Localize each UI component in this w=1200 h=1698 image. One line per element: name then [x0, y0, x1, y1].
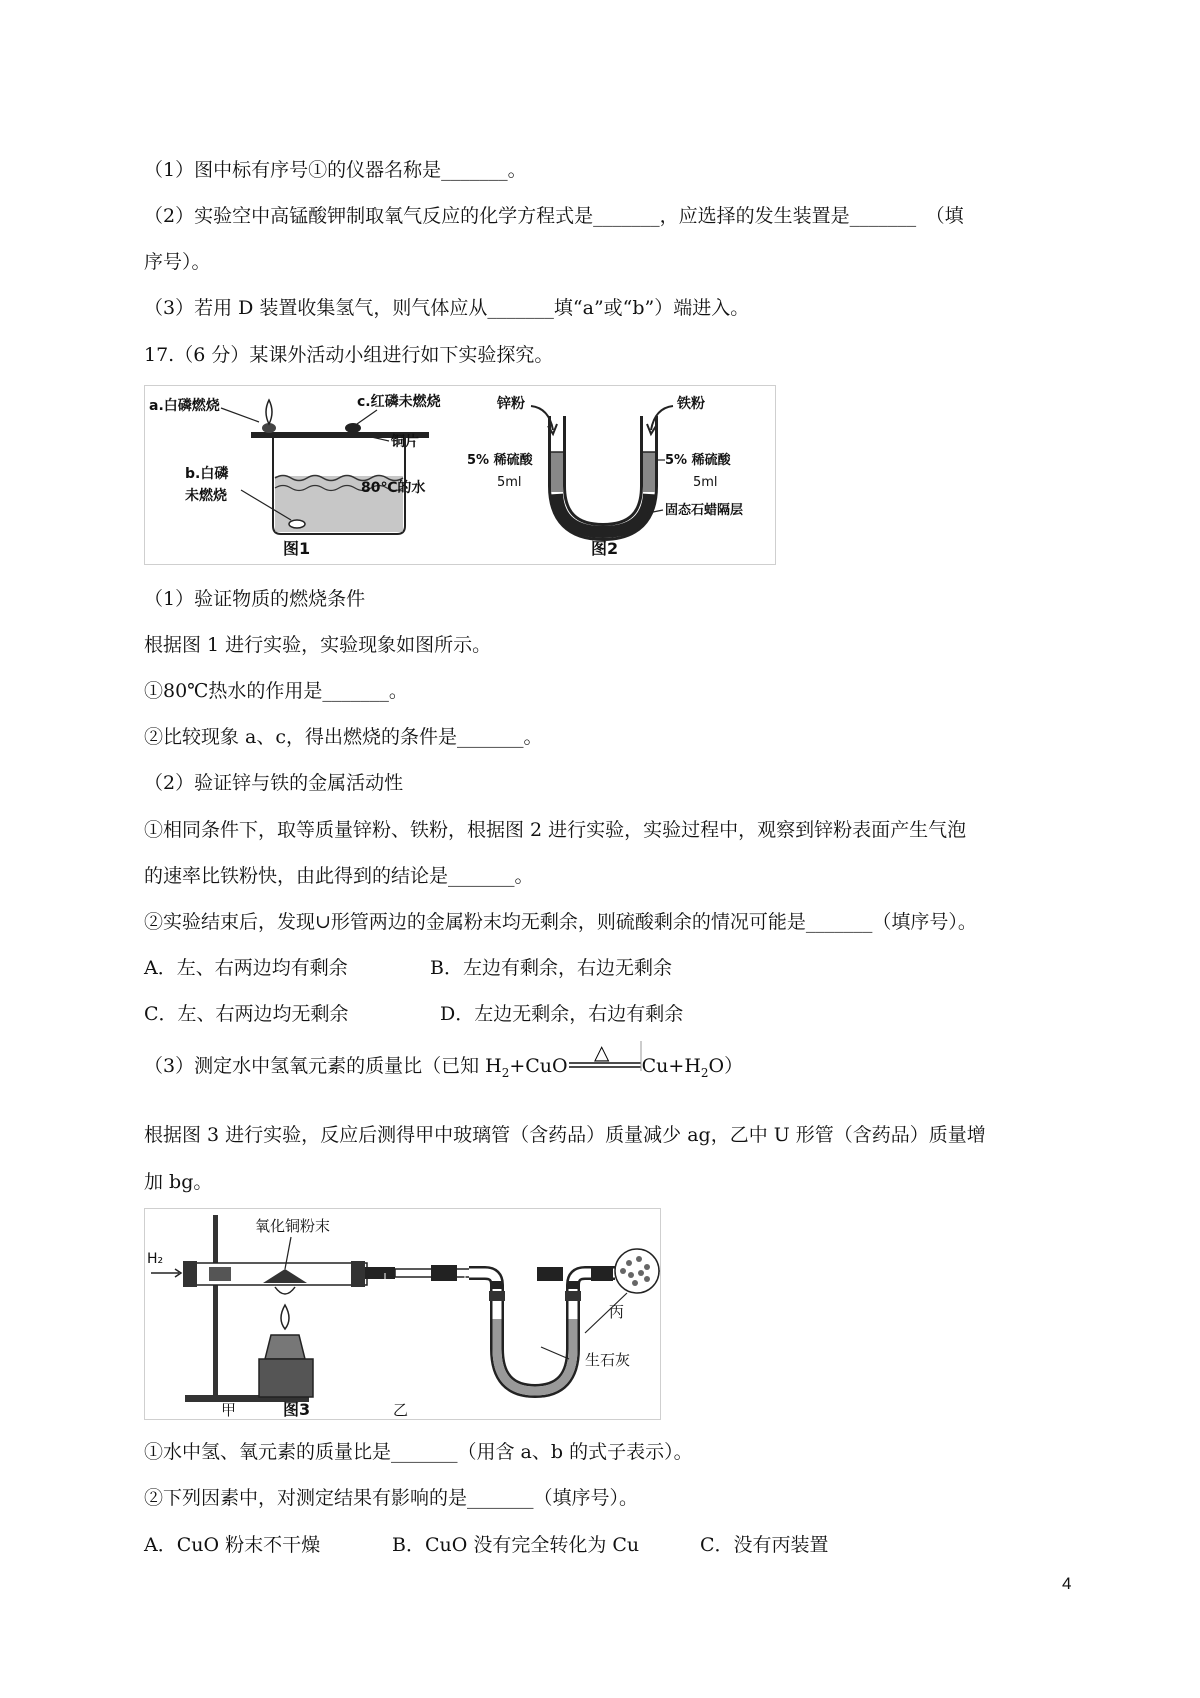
- fig1-caption: 图1: [283, 539, 311, 558]
- fig3-caption: 图3: [283, 1400, 311, 1419]
- q17-s3-title: [144, 1040, 744, 1085]
- q17-s1-title: （1）验证物质的燃烧条件: [144, 588, 366, 610]
- fig2-caption: 图2: [591, 539, 619, 558]
- q17-s3-intro-line2: 加 bg。: [144, 1171, 213, 1193]
- fig1-label-a: a.白磷燃烧: [149, 398, 220, 414]
- s3-sub-2b: 2: [700, 1065, 709, 1080]
- fig2-label-acid-left-1: 5% 稀硫酸: [467, 453, 533, 468]
- q17-s1-q2: ②比较现象 a、c，得出燃烧的条件是_______。: [144, 726, 543, 748]
- q16-part3: （3）若用 D 装置收集氢气，则气体应从_______填“a”或“b”）端进入。: [144, 297, 750, 319]
- q17-s2-title: （2）验证锌与铁的金属活动性: [144, 772, 404, 794]
- iron-stand-rod: [213, 1215, 218, 1397]
- fig3-label-cuo: 氧化铜粉末: [255, 1217, 331, 1235]
- fig2-label-zinc: 锌粉: [497, 396, 525, 412]
- s3-title-post: Cu+H: [641, 1055, 701, 1077]
- flame-icon: [281, 1305, 289, 1329]
- q16-part2-line1: （2）实验空中高锰酸钾制取氧气反应的化学方程式是_______，应选择的发生装置是_______ （填: [144, 205, 964, 227]
- fig2-label-iron: 铁粉: [677, 396, 705, 412]
- triangle-icon: △: [593, 1040, 610, 1064]
- fig3-label-yi: 乙: [393, 1401, 409, 1419]
- q17-s2-option-a: A．左、右两边均有剩余: [144, 957, 348, 979]
- page-number: 4: [1062, 1574, 1072, 1593]
- q17-s3-option-a: A．CuO 粉末不干燥: [144, 1534, 321, 1556]
- alcohol-lamp: [265, 1335, 305, 1359]
- fig3-label-jia: 甲: [221, 1401, 237, 1419]
- q16-part2-line2: 序号）。: [144, 251, 211, 273]
- q17-s1-intro: 根据图 1 进行实验，实验现象如图所示。: [144, 634, 492, 656]
- s3-sub-2a: 2: [501, 1065, 510, 1080]
- fig1-label-b1: b.白磷: [185, 466, 229, 482]
- figure-1-apparatus: [149, 393, 441, 558]
- s3-title-mid: +CuO: [509, 1055, 568, 1077]
- fig1-label-c: c.红磷未燃烧: [357, 394, 441, 410]
- figure-1-2: [144, 385, 776, 565]
- q17-s3-q2: ②下列因素中，对测定结果有影响的是_______（填序号）。: [144, 1487, 639, 1509]
- q17-s3-q1: ①水中氢、氧元素的质量比是_______（用含 a、b 的式子表示）。: [144, 1441, 693, 1463]
- red-phosphorus: [345, 423, 361, 433]
- q17-s2-q2: ②实验结束后，发现∪形管两边的金属粉末均无剩余，则硫酸剩余的情况可能是_______（填序号）。: [144, 911, 977, 933]
- figure-3: [144, 1208, 661, 1420]
- s3-title-pre: （3）测定水中氢氧元素的质量比（已知 H: [144, 1055, 502, 1077]
- q17-s1-q1: ①80℃热水的作用是_______。: [144, 680, 408, 702]
- fig2-label-acid-right-1: 5% 稀硫酸: [665, 453, 731, 468]
- q17-s3-intro-line1: 根据图 3 进行实验，反应后测得甲中玻璃管（含药品）质量减少 ag，乙中 U 形管（含药品）质量增: [144, 1124, 986, 1146]
- fig3-label-lime: 生石灰: [585, 1351, 631, 1369]
- fig2-label-acid-right-2: 5ml: [693, 475, 718, 490]
- fig1-label-copper: 铜片: [391, 434, 419, 450]
- q17-s2-q1-line2: 的速率比铁粉快，由此得到的结论是_______。: [144, 865, 534, 887]
- quicklime-fill: [497, 1319, 573, 1391]
- acid-right: [643, 452, 655, 492]
- fig2-label-acid-left-2: 5ml: [497, 475, 522, 490]
- fig3-label-bing: 丙: [609, 1303, 625, 1321]
- q17-s3-option-c: C．没有丙装置: [700, 1534, 829, 1556]
- q17-s2-q1-line1: ①相同条件下，取等质量锌粉、铁粉，根据图 2 进行实验，实验过程中，观察到锌粉表面产生气泡: [144, 819, 967, 841]
- acid-left: [551, 452, 563, 492]
- q17-header: 17.（6 分）某课外活动小组进行如下实验探究。: [144, 344, 554, 366]
- q17-s2-option-b: B．左边有剩余，右边无剩余: [430, 957, 672, 979]
- fig3-label-h2: H₂: [147, 1251, 164, 1267]
- q16-part1: （1）图中标有序号①的仪器名称是_______。: [144, 159, 527, 181]
- fig1-label-water: 80℃的水: [361, 480, 426, 496]
- fig2-label-wax: 固态石蜡隔层: [665, 503, 744, 518]
- heating-condition: [568, 1040, 642, 1077]
- flame-icon: [266, 400, 272, 424]
- q17-s2-option-c: C．左、右两边均无剩余: [144, 1003, 349, 1025]
- q17-s3-option-b: B．CuO 没有完全转化为 Cu: [392, 1534, 640, 1556]
- q17-s2-option-d: D．左边无剩余，右边有剩余: [440, 1003, 684, 1025]
- fig1-label-b2: 未燃烧: [185, 488, 227, 504]
- figure-2-apparatus: [467, 395, 743, 558]
- white-phosphorus-underwater: [289, 520, 305, 528]
- s3-title-end: O）: [708, 1055, 744, 1077]
